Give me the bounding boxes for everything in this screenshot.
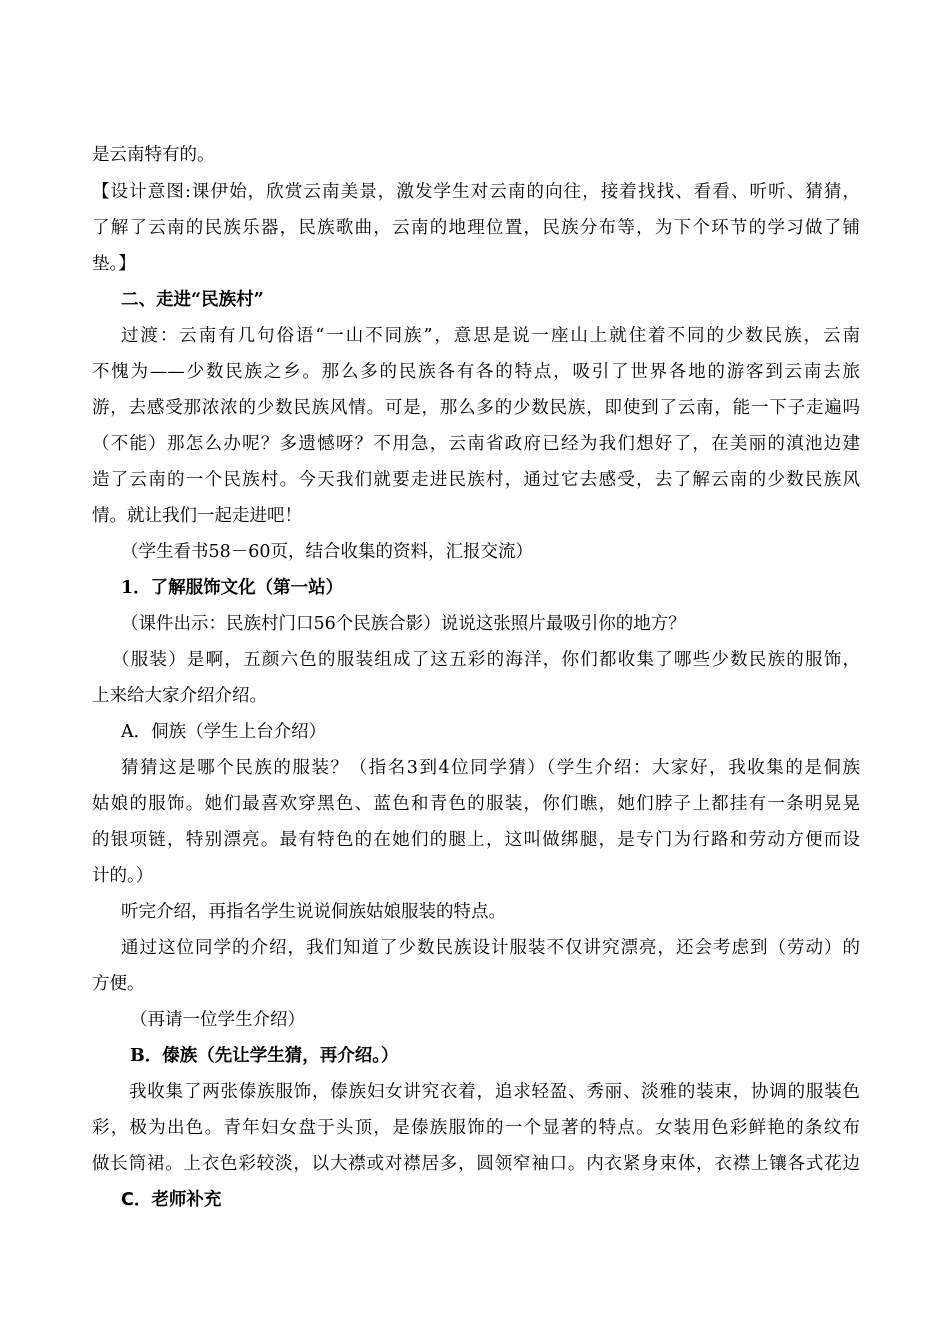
- text-line: 过渡：云南有几句俗语“一山不同族”，意思是说一座山上就住着不同的少数民族，云南: [121, 326, 860, 346]
- text-line: 垫。】: [92, 254, 136, 274]
- text-line: 了解了云南的民族乐器，民族歌曲，云南的地理位置，民族分布等，为下个环节的学习做了铺: [92, 218, 860, 238]
- text-line: 上来给大家介绍介绍。: [92, 686, 267, 706]
- text-line: A．侗族（学生上台介绍）: [121, 722, 327, 742]
- text-line: （课件出示：民族村门口56个民族合影）说说这张照片最吸引你的地方？: [121, 614, 686, 634]
- text-line: 的银项链，特别漂亮。最有特色的在她们的腿上，这叫做绑腿，是专门为行路和劳动方便而设: [92, 830, 860, 850]
- text-line: 听完介绍，再指名学生说说侗族姑娘服装的特点。: [121, 902, 506, 922]
- design-intent-line: 【设计意图:课伊始，欣赏云南美景，激发学生对云南的向往，接着找找、看看、听听、猜猜，: [92, 182, 860, 202]
- text-line: 猜猜这是哪个民族的服装？（指名3到4位同学猜）（学生介绍：大家好，我收集的是侗族: [121, 758, 860, 778]
- text-line: 不愧为——少数民族之乡。那么多的民族各有各的特点，吸引了世界各地的游客到云南去旅: [92, 362, 860, 382]
- text-line: 游，去感受那浓浓的少数民族风情。可是，那么多的少数民族，即使到了云南，能一下子走遍吗: [92, 398, 860, 418]
- text-line: （学生看书58－60页，结合收集的资料，汇报交流）: [121, 542, 534, 562]
- section-heading: 二、走进“民族村”: [121, 290, 264, 310]
- text-line: 通过这位同学的介绍，我们知道了少数民族设计服装不仅讲究漂亮，还会考虑到（劳动）的: [121, 938, 860, 958]
- text-line: 情。就让我们一起走进吧！: [92, 506, 302, 526]
- text-line: 姑娘的服饰。她们最喜欢穿黑色、蓝色和青色的服装，你们瞧，她们脖子上都挂有一条明晃晃: [92, 794, 860, 814]
- text-line: 是云南特有的。: [92, 145, 215, 165]
- subsection-heading: B．傣族（先让学生猜，再介绍。）: [130, 1046, 399, 1066]
- text-line: （不能）那怎么办呢？多遗憾呀？不用急，云南省政府已经为我们想好了，在美丽的滇池边建: [92, 434, 860, 454]
- text-line: 造了云南的一个民族村。今天我们就要走进民族村，通过它去感受，去了解云南的少数民族风: [92, 470, 860, 490]
- text-line: 方便。: [92, 974, 145, 994]
- subsection-heading: C．老师补充: [121, 1190, 222, 1210]
- text-line: 我收集了两张傣族服饰，傣族妇女讲究衣着，追求轻盈、秀丽、淡雅的装束，协调的服装色: [129, 1082, 860, 1102]
- text-line: （再请一位学生介绍）: [130, 1010, 305, 1030]
- text-line: （服装）是啊，五颜六色的服装组成了这五彩的海洋，你们都收集了哪些少数民族的服饰，: [112, 650, 860, 670]
- text-line: 彩，极为出色。青年妇女盘于头顶，是傣族服饰的一个显著的特点。女装用色彩鲜艳的条纹布: [92, 1118, 860, 1138]
- text-line: 计的。）: [92, 866, 154, 886]
- subsection-heading: 1．了解服饰文化（第一站）: [121, 578, 344, 598]
- text-line: 做长筒裙。上衣色彩较淡，以大襟或对襟居多，圆领窄袖口。内衣紧身束体，衣襟上镶各式花边: [92, 1154, 860, 1174]
